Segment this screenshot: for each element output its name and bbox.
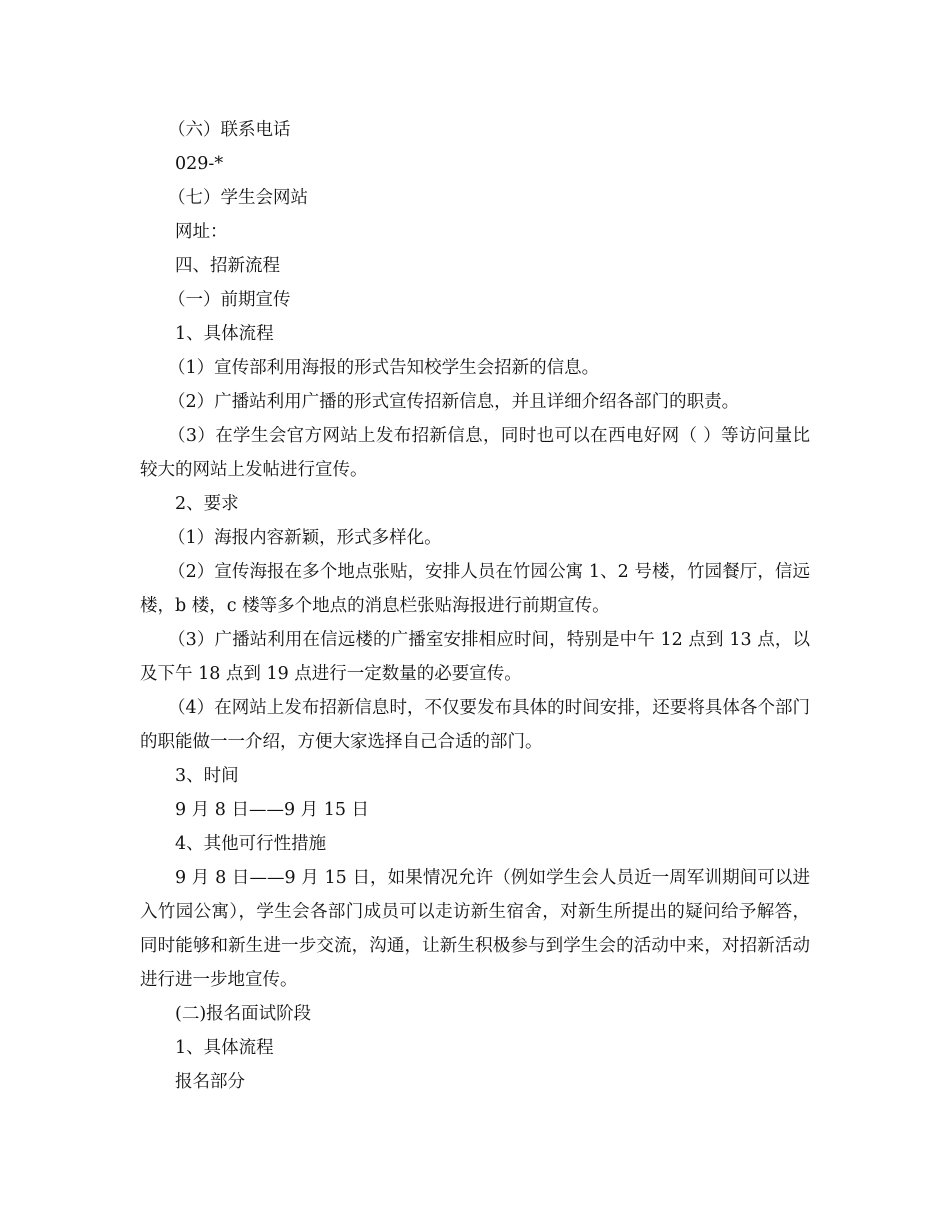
paragraph: （七）学生会网站 [168, 188, 308, 208]
paragraph: (二)报名面试阶段 [175, 1004, 312, 1024]
document-body [140, 113, 810, 1099]
paragraph: 3、时间 [175, 766, 239, 786]
paragraph: 网址： [175, 222, 228, 242]
paragraph: （一）前期宣传 [168, 290, 291, 310]
paragraph: 1、具体流程 [175, 324, 274, 344]
paragraph: （1）海报内容新颖，形式多样化。 [168, 528, 442, 548]
paragraph: 报名部分 [175, 1072, 245, 1092]
paragraph: 4、其他可行性措施 [175, 834, 327, 854]
paragraph: 1、具体流程 [175, 1038, 274, 1058]
paragraph: （1）宣传部利用海报的形式告知校学生会招新的信息。 [168, 358, 600, 378]
paragraph: （六）联系电话 [168, 120, 291, 140]
paragraph: 四、招新流程 [175, 256, 280, 276]
paragraph: 2、要求 [175, 494, 239, 514]
paragraph: （3）在学生会官方网站上发布招新信息，同时也可以在西电好网（ ）等访问量比较大的网站上发帖进行宣传。 [140, 426, 810, 480]
paragraph: （3）广播站利用在信远楼的广播室安排相应时间，特别是中午 12 点到 13 点，以及下午 18 点到 19 点进行一定数量的必要宣传。 [140, 630, 810, 684]
paragraph: 9 月 8 日——9 月 15 日 [175, 800, 370, 820]
paragraph: 029-* [175, 154, 224, 174]
paragraph: （2）广播站利用广播的形式宣传招新信息，并且详细介绍各部门的职责。 [168, 392, 740, 412]
paragraph: 9 月 8 日——9 月 15 日，如果情况允许（例如学生会人员近一周军训期间可以进入竹园公寓），学生会各部门成员可以走访新生宿舍，对新生所提出的疑问给予解答，同时能够和新生进一步交流，沟通，让新生积极参与到学生会的活动中来，对招新活动进行进一步地宣传。 [140, 868, 810, 990]
paragraph: （4）在网站上发布招新信息时，不仅要发布具体的时间安排，还要将具体各个部门的职能做一一介绍，方便大家选择自己合适的部门。 [140, 698, 810, 752]
paragraph: （2）宣传海报在多个地点张贴，安排人员在竹园公寓 1、2 号楼，竹园餐厅，信远楼，b 楼，c 楼等多个地点的消息栏张贴海报进行前期宣传。 [140, 562, 810, 616]
